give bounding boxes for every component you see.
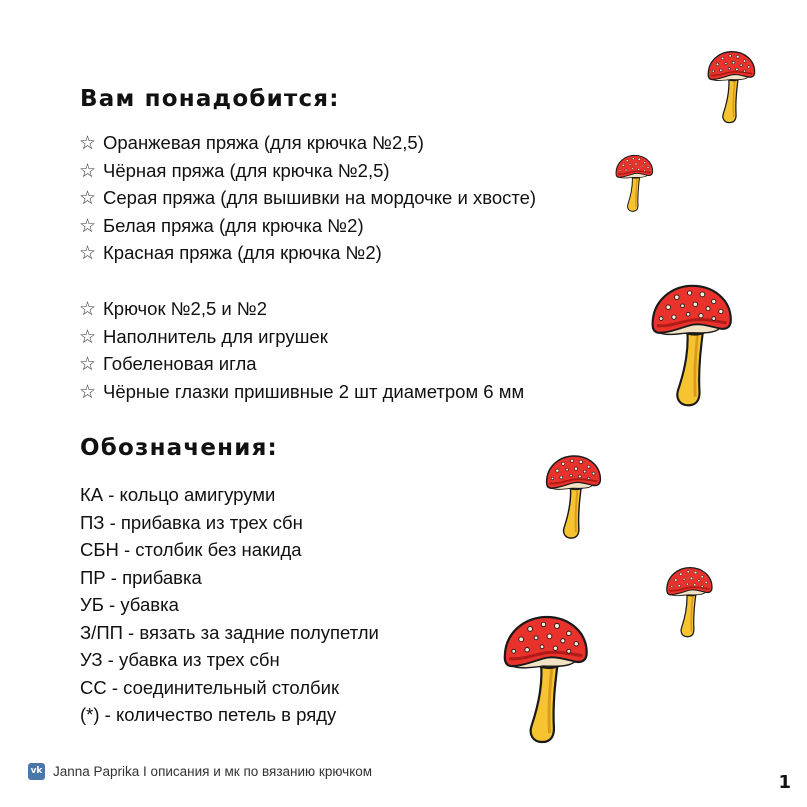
list-item: (*) - количество петель в ряду (80, 704, 337, 725)
list-item: З/ПП - вязать за задние полупетли (80, 621, 379, 643)
list-item: ПЗ - прибавка из трех сбн (80, 511, 303, 533)
list-item: ☆ Белая пряжа (для крючка №2) (79, 212, 536, 240)
mushroom-icon (534, 454, 612, 542)
list-item: ПР - прибавка (80, 566, 202, 588)
list-item: ☆ Оранжевая пряжа (для крючка №2,5) (79, 129, 536, 157)
list-item: КА - кольцо амигуруми (80, 484, 276, 505)
yarn-list (79, 129, 536, 267)
list-item: СС - соединительный столбик (80, 676, 340, 698)
list-item: ☆ Серая пряжа (для вышивки на мордочке и хвосте) (79, 184, 536, 212)
star-icon: ☆ (79, 298, 97, 320)
mushroom-icon (654, 566, 724, 640)
mushroom-icon (697, 50, 765, 126)
list-item: ☆ Чёрная пряжа (для крючка №2,5) (79, 157, 536, 185)
abbreviations-list (80, 481, 379, 729)
star-icon: ☆ (79, 214, 97, 237)
legend-heading: Обозначения: (80, 435, 278, 461)
page-number: 1 (778, 772, 791, 793)
list-item: ☆ Чёрные глазки пришивные 2 шт диаметром 6 мм (79, 378, 524, 406)
star-icon: ☆ (79, 380, 97, 403)
needed-heading: Вам понадобится: (80, 86, 340, 112)
list-item: ☆ Наполнитель для игрушек (79, 323, 524, 351)
star-icon: ☆ (79, 325, 97, 348)
footer (28, 763, 372, 780)
tools-list (79, 295, 524, 405)
list-item: ☆ Красная пряжа (для крючка №2) (79, 239, 536, 267)
star-icon: ☆ (79, 353, 97, 375)
star-icon: ☆ (79, 132, 97, 154)
list-item: ☆ Гобеленовая игла (79, 350, 524, 378)
list-item: СБН - столбик без накида (80, 539, 302, 560)
vk-logo-icon[interactable]: vk (28, 763, 45, 780)
mushroom-icon (606, 154, 662, 214)
star-icon: ☆ (79, 242, 97, 264)
list-item: УЗ - убавка из трех сбн (80, 649, 280, 670)
star-icon: ☆ (79, 159, 97, 182)
list-item: УБ - убавка (80, 594, 179, 615)
list-item: ☆ Крючок №2,5 и №2 (79, 295, 524, 323)
mushroom-icon (488, 614, 602, 748)
star-icon: ☆ (79, 187, 97, 209)
mushroom-icon (630, 283, 752, 411)
footer-text[interactable]: Janna Paprika I описания и мк по вязанию крючком (53, 764, 373, 779)
